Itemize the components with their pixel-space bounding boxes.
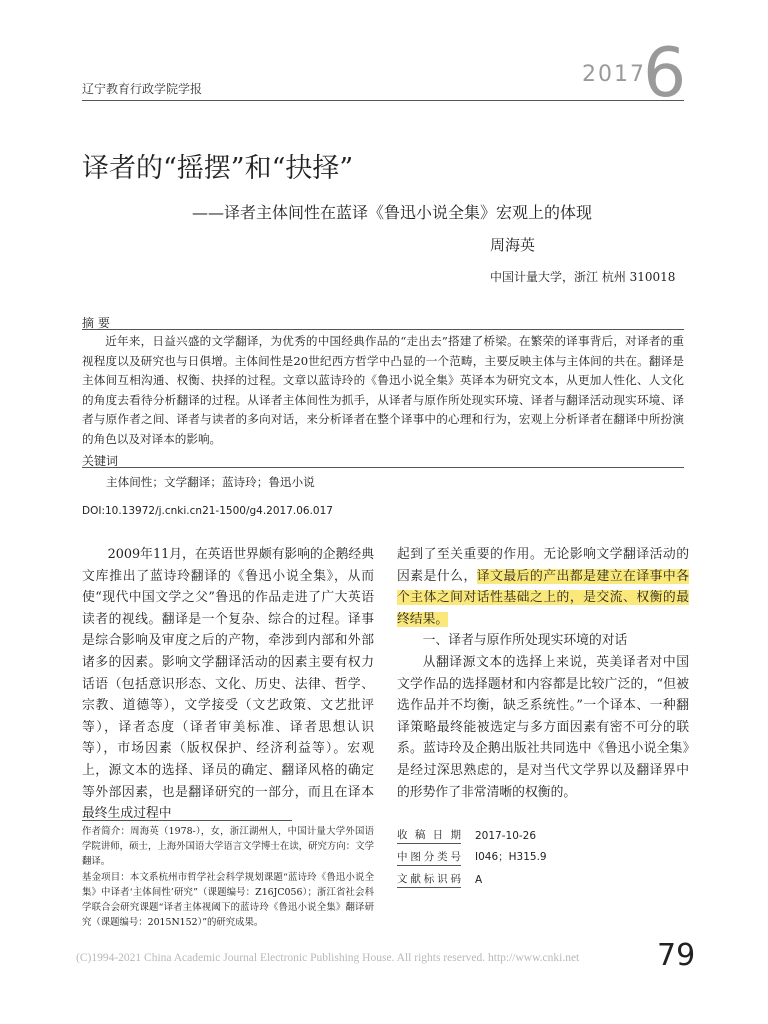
issue-number: 6 [643,34,687,113]
article-metadata [397,822,637,888]
footnote-rule [82,820,292,821]
meta-value: I046；H315.9 [475,851,547,863]
keywords-label: 关键词 [82,454,119,468]
body-right-column [397,544,689,803]
highlighted-text: 译文最后的产出都是建立在译事中各个主体之间对话性基础之上的，是交流、权衡的最终结果。 [397,568,690,627]
body-paragraph [397,544,689,630]
meta-label: 中图分类号 [397,849,461,866]
meta-label: 收稿日期 [397,827,461,844]
footnotes [82,824,374,930]
article-subtitle: ——译者主体间性在蓝译《鲁迅小说全集》宏观上的体现 [192,203,593,222]
abstract-rule [82,329,684,330]
meta-label: 文献标识码 [397,871,461,888]
copyright-watermark: (C)1994-2021 China Academic Journal Electronic Publishing House. All rights reserved. http://www.cnki.net [76,952,580,964]
meta-value: 2017-10-26 [475,830,537,842]
meta-document-code [397,866,637,888]
doi[interactable]: DOI:10.13972/j.cnki.cn21-1500/g4.2017.06.017 [82,505,333,517]
section-heading: 一、译者与原作所处现实环境的对话 [422,633,628,649]
abstract-label: 摘 要 [82,316,110,330]
abstract-text: 近年来，日益兴盛的文学翻译，为优秀的中国经典作品的“走出去”搭建了桥梁。在繁荣的译事背后，对译者的重视程度以及研究也与日俱增。主体间性是20世纪西方哲学中凸显的一个范畴，主要反映主体与主体间的共在。翻译是主体间互相沟通、权衡、抉择的过程。文章以蓝诗玲的《鲁迅小说全集》英译本为研究文本，从更加人性化、人文化的角度去看待分析翻译的过程。从译者主体间性为抓手，从译者与原作所处现实环境、译者与翻译活动现实环境、译者与原作者之间、译者与读者的多向对话，来分析译者在整个译事中的心理和行为，宏观上分析译者在翻译中所扮演的角色以及对译本的影响。 [82,334,684,446]
meta-classification [397,844,637,866]
issue-year: 2017 [582,62,646,87]
keywords-rule [82,467,684,468]
journal-name: 辽宁教育行政学院学报 [82,82,203,96]
meta-received [397,822,637,844]
body-left-column [82,544,374,825]
body-paragraph: 从翻译源文本的选择上来说，英美译者对中国文学作品的选择题材和内容都是比较广泛的，“但被选作品并不均衡，缺乏系统性。”一个译本、一种翻译策略最终能被选定与多方面因素有密不可分的联系。蓝诗玲及企鹅出版社共同选中《鲁迅小说全集》是经过深思熟虑的，是对当代文学界以及翻译界中的形势作了非常清晰的权衡的。 [397,654,689,800]
body-paragraph: 2009年11月，在英语世界颇有影响的企鹅经典文库推出了蓝诗玲翻译的《鲁迅小说全集》，从而使“现代中国文学之父”鲁迅的作品走进了广大英语读者的视线。翻译是一个复杂、综合的过程。译事是综合影响及审度之后的产物，牵涉到内部和外部诸多的因素。影响文学翻译活动的因素主要有权力话语（包括意识形态、文化、历史、法律、哲学、宗教、道德等），文学接受（文艺政策、文艺批评等），译者态度（译者审美标准、译者思想认识等），市场因素（版权保护、经济利益等）。宏观上，源文本的选择、译员的确定、翻译风格的确定等外部因素，也是翻译研究的一部分，而且在译本最终生成过程中 [82,547,374,822]
article-title: 译者的“摇摆”和“抉择” [82,153,354,184]
funding-note: 基金项目：本文系杭州市哲学社会科学规划课题“蓝诗玲《鲁迅小说全集》中译者‘主体间性’研究”（课题编号：Z16JC056）；浙江省社会科学联合会研究课题“译者主体视阈下的蓝诗玲《鲁迅小说全集》翻译研究（课题编号：2015N152）”的研究成果。 [82,871,374,929]
page-number: 79 [657,938,696,973]
body-text: 起到了至关重要的作用。无论影响文学翻译活动的因素是什么， [397,547,689,584]
keywords-text: 主体间性；文学翻译；蓝诗玲；鲁迅小说 [106,475,315,489]
header-rule [82,100,684,101]
author-affiliation: 中国计量大学，浙江 杭州 310018 [490,270,676,284]
meta-value: A [475,874,483,886]
author-bio: 作者简介：周海英（1978-），女，浙江湖州人，中国计量大学外国语学院讲师，硕士，上海外国语大学语言文学博士在读，研究方向：文学翻译。 [82,826,374,868]
author-name: 周海英 [490,236,536,254]
